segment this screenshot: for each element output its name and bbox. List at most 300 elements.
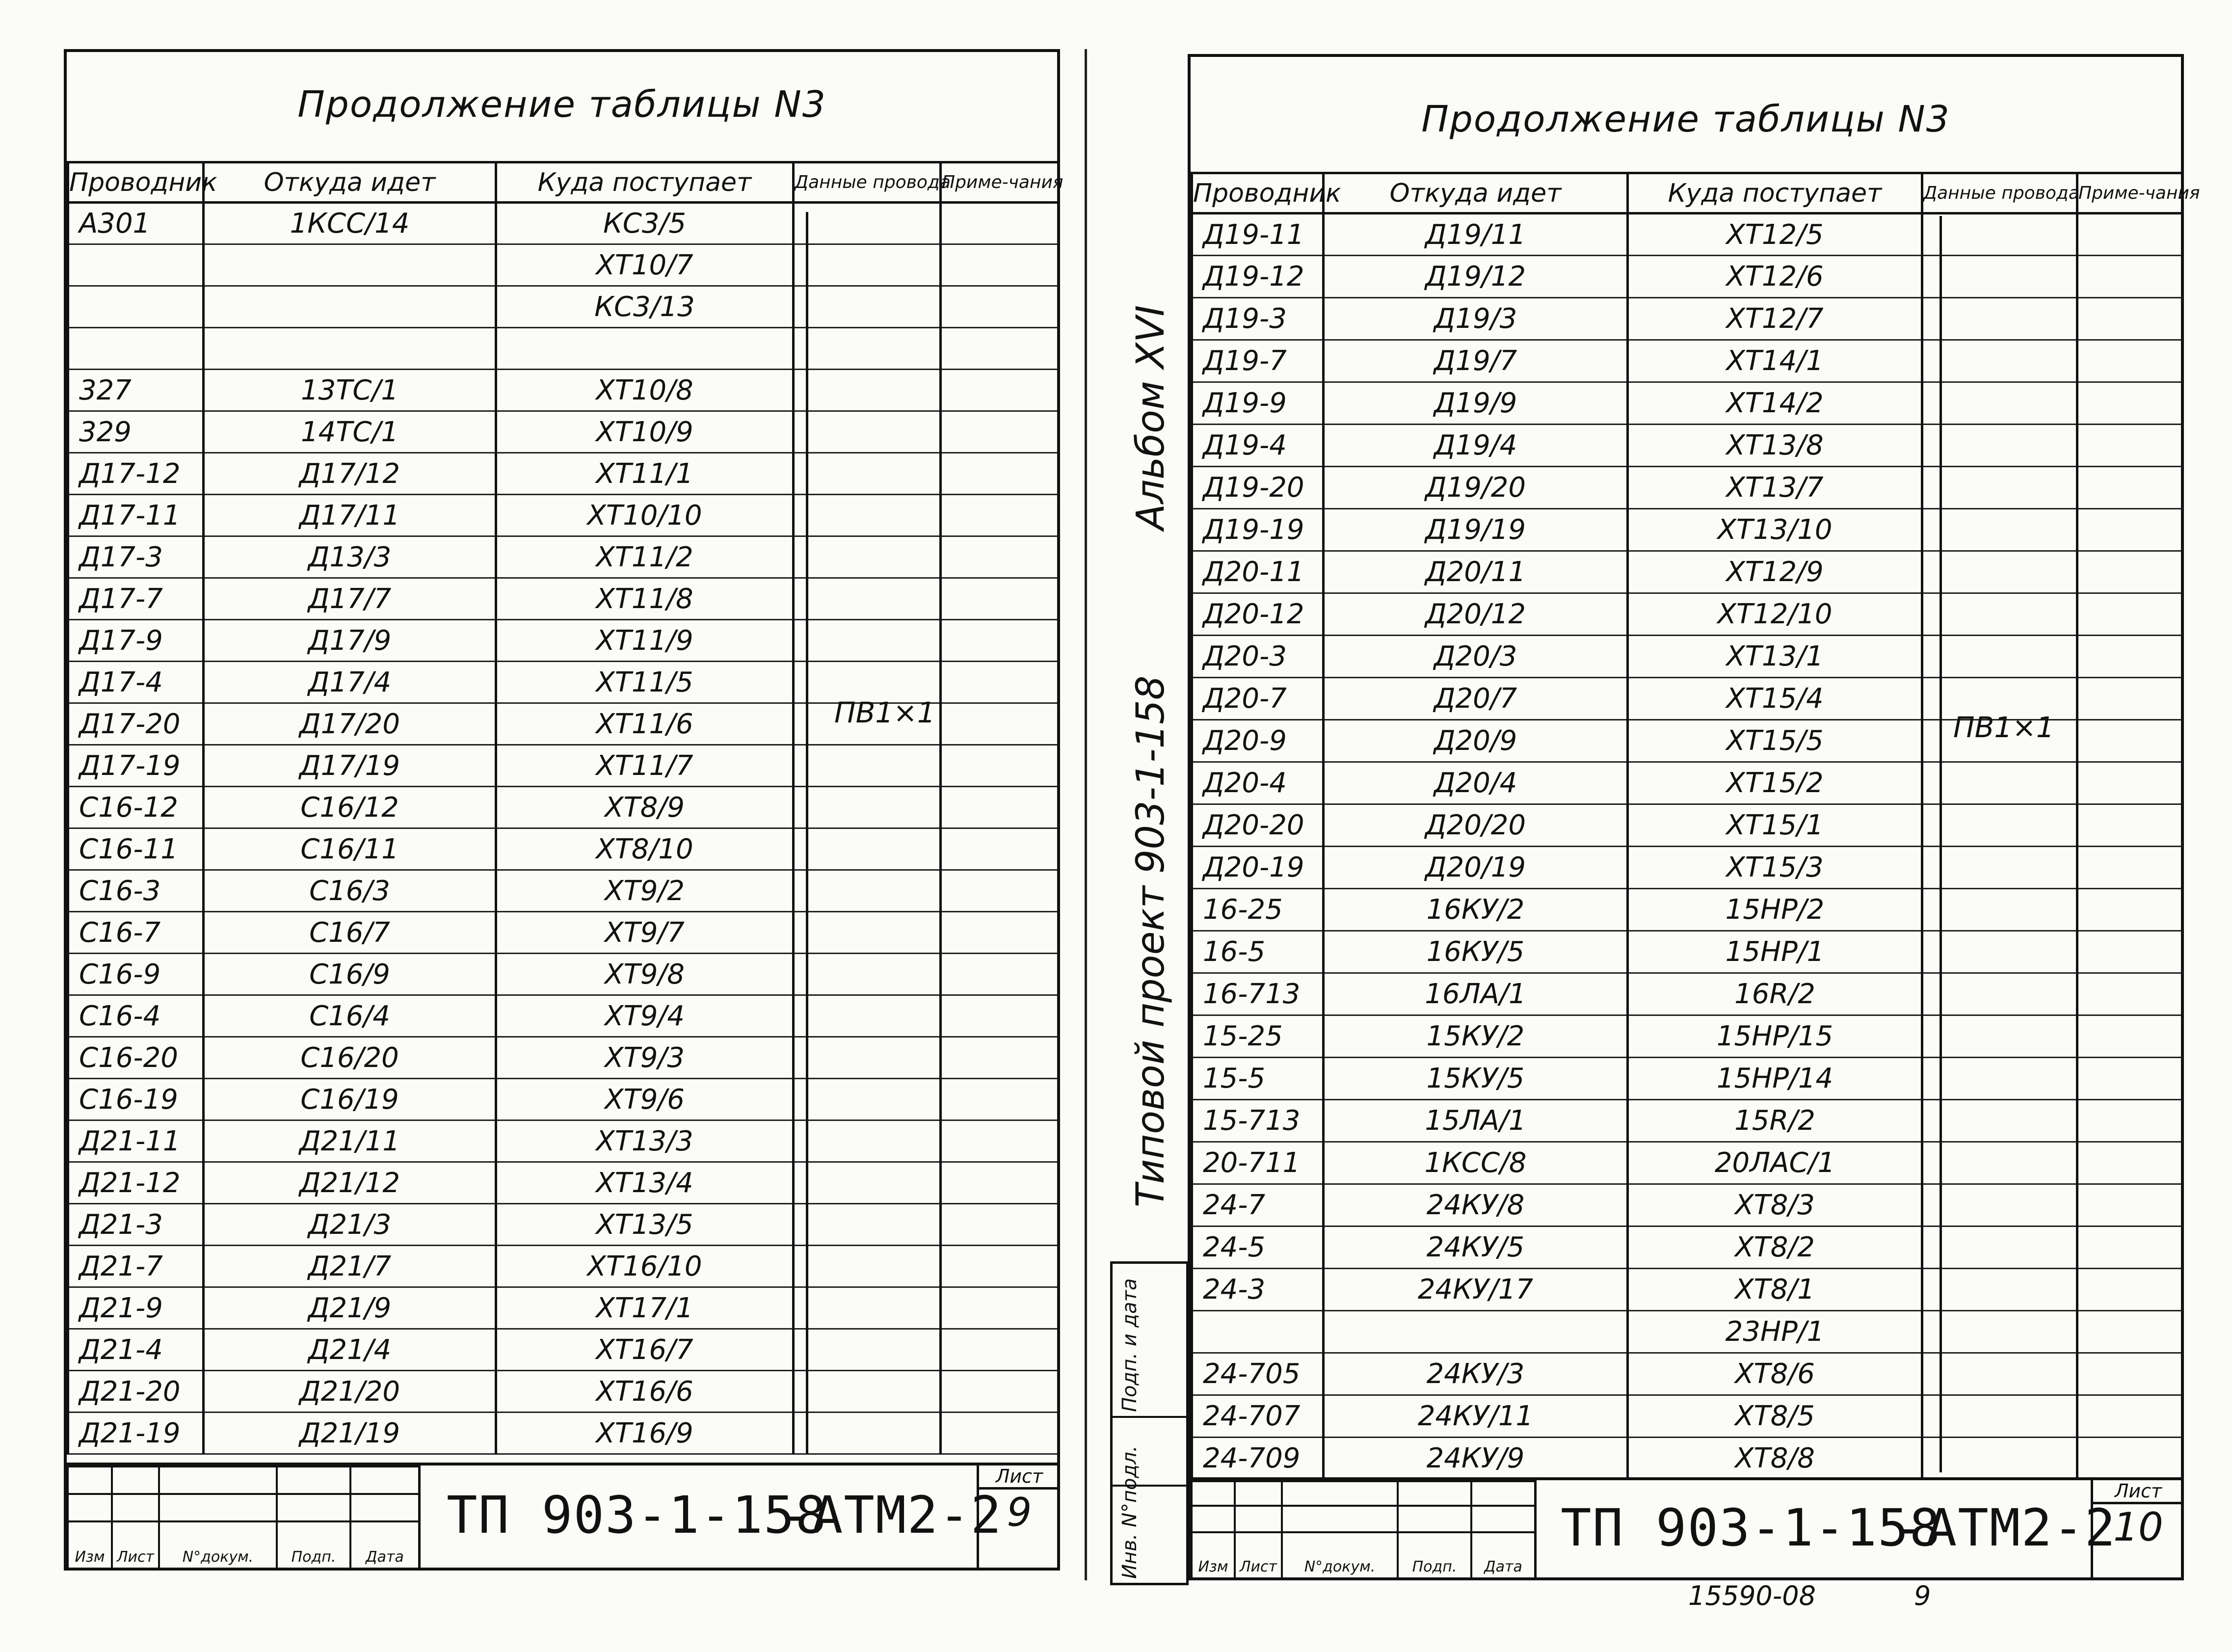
left-wire-data-value: ПВ1×1: [834, 696, 935, 729]
table-row: [68, 1412, 1059, 1454]
cell-wire-data: [1922, 509, 2077, 551]
cell-notes: [941, 912, 1059, 954]
table-row: [1192, 425, 2182, 467]
cell-to: ХТ16/6: [496, 1371, 794, 1412]
cell-notes: [2077, 593, 2182, 636]
table-row: [1192, 1269, 2182, 1311]
cell-conductor: Д21-20: [68, 1371, 204, 1412]
stamp-date: Дата: [350, 1521, 419, 1569]
cell-notes: [941, 787, 1059, 828]
cell-from: Д20/4: [1324, 762, 1628, 804]
cell-from: 24КУ/8: [1324, 1184, 1628, 1226]
cell-to: ХТ10/10: [496, 495, 794, 536]
cell-notes: [941, 286, 1059, 328]
cell-notes: [941, 1329, 1059, 1371]
cell-notes: [2077, 1100, 2182, 1142]
table-row: [1192, 551, 2182, 593]
cell-conductor: Д20-3: [1192, 636, 1324, 678]
cell-conductor: Д17-19: [68, 745, 204, 787]
cell-wire-data: [1922, 931, 2077, 973]
cell-conductor: Д19-3: [1192, 298, 1324, 340]
cell-to: ХТ9/8: [496, 954, 794, 995]
cell-to: ХТ15/5: [1628, 720, 1922, 762]
table-row: [1192, 804, 2182, 847]
cell-from: Д20/11: [1324, 551, 1628, 593]
cell-notes: [2077, 551, 2182, 593]
cell-to: ХТ10/7: [496, 244, 794, 286]
cell-from: 15ЛА/1: [1324, 1100, 1628, 1142]
stamp-date: Дата: [1471, 1532, 1535, 1578]
cell-from: С16/7: [204, 912, 496, 954]
cell-notes: [2077, 804, 2182, 847]
cell-wire-data: [794, 370, 941, 411]
cell-to: ХТ12/6: [1628, 256, 1922, 298]
cell-from: Д19/20: [1324, 467, 1628, 509]
cell-notes: [941, 578, 1059, 620]
cell-conductor: Д21-9: [68, 1287, 204, 1329]
cell-conductor: 16-5: [1192, 931, 1324, 973]
cell-notes: [941, 1162, 1059, 1204]
cell-wire-data: [1922, 1438, 2077, 1480]
cell-to: ХТ8/2: [1628, 1226, 1922, 1269]
cell-wire-data: [794, 954, 941, 995]
cell-notes: [2077, 298, 2182, 340]
cell-notes: [2077, 213, 2182, 256]
cell-from: [204, 328, 496, 370]
cell-to: ХТ13/3: [496, 1120, 794, 1162]
table-row: [68, 745, 1059, 787]
cell-to: ХТ9/2: [496, 870, 794, 912]
table-row: [68, 203, 1059, 244]
right-sheet-number-box: [2091, 1480, 2183, 1580]
table-row: [1192, 382, 2182, 425]
cell-to: ХТ8/9: [496, 787, 794, 828]
header-from: Откуда идет: [204, 162, 496, 203]
right-stamp-grid: [1191, 1480, 1536, 1579]
right-title-block: [1188, 1477, 2184, 1583]
table-row: [68, 912, 1059, 954]
table-row: [68, 1079, 1059, 1120]
cell-from: Д19/4: [1324, 425, 1628, 467]
cell-to: ХТ8/8: [1628, 1438, 1922, 1480]
cell-from: Д20/19: [1324, 847, 1628, 889]
table-row: [68, 370, 1059, 411]
cell-wire-data: [794, 787, 941, 828]
cell-notes: [941, 828, 1059, 870]
cell-from: Д20/7: [1324, 678, 1628, 720]
header-conductor: Проводник: [68, 162, 204, 203]
cell-to: ХТ13/5: [496, 1204, 794, 1246]
stamp-sheet: Лист: [1235, 1532, 1282, 1578]
cell-wire-data: [1922, 425, 2077, 467]
cell-wire-data: [1922, 636, 2077, 678]
cell-wire-data: [1922, 213, 2077, 256]
cell-to: ХТ14/2: [1628, 382, 1922, 425]
cell-from: 14ТС/1: [204, 411, 496, 453]
cell-to: ХТ12/10: [1628, 593, 1922, 636]
side-cell-inventory: Инв. N°подл.: [1118, 1445, 1141, 1579]
cell-from: С16/11: [204, 828, 496, 870]
cell-notes: [2077, 678, 2182, 720]
cell-from: 1КСС/14: [204, 203, 496, 244]
cell-notes: [941, 1371, 1059, 1412]
cell-notes: [941, 536, 1059, 578]
cell-notes: [2077, 720, 2182, 762]
cell-from: Д17/7: [204, 578, 496, 620]
right-sheet-number: 10: [2113, 1504, 2163, 1550]
cell-conductor: Д19-12: [1192, 256, 1324, 298]
cell-wire-data: [1922, 1142, 2077, 1184]
cell-to: [496, 328, 794, 370]
table-row: [1192, 1142, 2182, 1184]
cell-conductor: 24-7: [1192, 1184, 1324, 1226]
cell-notes: [941, 995, 1059, 1037]
table-row: [1192, 1058, 2182, 1100]
header-notes: Приме-чания: [941, 162, 1059, 203]
cell-wire-data: [794, 1329, 941, 1371]
table-row: [1192, 298, 2182, 340]
cell-conductor: С16-4: [68, 995, 204, 1037]
cell-conductor: Д20-19: [1192, 847, 1324, 889]
cell-to: ХТ15/2: [1628, 762, 1922, 804]
left-wire-table: [67, 161, 1063, 1455]
cell-wire-data: [794, 1079, 941, 1120]
table-row: [68, 453, 1059, 495]
side-project-label: Типовой проект 903-1-158: [1129, 675, 1173, 1207]
cell-from: 24КУ/11: [1324, 1395, 1628, 1438]
cell-wire-data: [1922, 593, 2077, 636]
header-wire-data: Данные провода: [794, 162, 941, 203]
cell-from: Д19/19: [1324, 509, 1628, 551]
cell-to: КС3/13: [496, 286, 794, 328]
cell-from: 15КУ/5: [1324, 1058, 1628, 1100]
cell-to: 23НР/1: [1628, 1311, 1922, 1353]
cell-wire-data: [794, 995, 941, 1037]
cell-wire-data: [794, 828, 941, 870]
cell-notes: [941, 495, 1059, 536]
cell-wire-data: [794, 495, 941, 536]
cell-to: ХТ12/9: [1628, 551, 1922, 593]
cell-notes: [941, 620, 1059, 662]
cell-wire-data: [1922, 1311, 2077, 1353]
cell-conductor: Д20-11: [1192, 551, 1324, 593]
cell-conductor: Д17-9: [68, 620, 204, 662]
cell-notes: [2077, 425, 2182, 467]
left-sheet-number-box: [977, 1465, 1060, 1571]
cell-notes: [2077, 1353, 2182, 1395]
cell-wire-data: [794, 286, 941, 328]
cell-notes: [941, 453, 1059, 495]
header-conductor: Проводник: [1192, 173, 1324, 213]
cell-notes: [2077, 931, 2182, 973]
cell-wire-data: [1922, 382, 2077, 425]
cell-notes: [2077, 1269, 2182, 1311]
cell-wire-data: [794, 1037, 941, 1079]
cell-conductor: С16-7: [68, 912, 204, 954]
table-row: [68, 286, 1059, 328]
cell-wire-data: [1922, 298, 2077, 340]
cell-wire-data: [1922, 1226, 2077, 1269]
cell-conductor: Д19-4: [1192, 425, 1324, 467]
cell-from: Д17/4: [204, 662, 496, 703]
table-row: [1192, 1015, 2182, 1058]
cell-conductor: Д20-7: [1192, 678, 1324, 720]
cell-notes: [941, 1079, 1059, 1120]
cell-wire-data: [1922, 467, 2077, 509]
cell-conductor: Д17-7: [68, 578, 204, 620]
table-row: [68, 620, 1059, 662]
cell-notes: [2077, 1015, 2182, 1058]
cell-from: 16ЛА/1: [1324, 973, 1628, 1015]
cell-from: 24КУ/3: [1324, 1353, 1628, 1395]
cell-from: Д19/12: [1324, 256, 1628, 298]
cell-conductor: [68, 244, 204, 286]
cell-to: ХТ11/6: [496, 703, 794, 745]
header-notes: Приме-чания: [2077, 173, 2182, 213]
cell-conductor: 24-709: [1192, 1438, 1324, 1480]
cell-conductor: Д21-4: [68, 1329, 204, 1371]
cell-notes: [941, 870, 1059, 912]
table-row: [68, 1329, 1059, 1371]
left-sheet-number: 9: [1007, 1490, 1032, 1535]
cell-notes: [2077, 762, 2182, 804]
cell-notes: [941, 411, 1059, 453]
table-row: [68, 1287, 1059, 1329]
cell-from: [204, 244, 496, 286]
stamp-doc-number: N°докум.: [1282, 1532, 1398, 1578]
cell-to: 15НР/14: [1628, 1058, 1922, 1100]
cell-to: ХТ13/7: [1628, 467, 1922, 509]
cell-notes: [2077, 256, 2182, 298]
cell-conductor: А301: [68, 203, 204, 244]
cell-to: ХТ16/9: [496, 1412, 794, 1454]
cell-notes: [2077, 509, 2182, 551]
stamp-signature: Подп.: [1398, 1532, 1471, 1578]
cell-from: С16/19: [204, 1079, 496, 1120]
cell-wire-data: [1922, 889, 2077, 931]
cell-from: Д21/19: [204, 1412, 496, 1454]
cell-conductor: Д20-4: [1192, 762, 1324, 804]
cell-conductor: Д21-12: [68, 1162, 204, 1204]
left-doc-suffix: -АТМ2-2: [780, 1485, 1003, 1545]
cell-notes: [2077, 847, 2182, 889]
cell-to: ХТ11/8: [496, 578, 794, 620]
cell-conductor: Д17-20: [68, 703, 204, 745]
table-row: [68, 244, 1059, 286]
cell-wire-data: [1922, 1395, 2077, 1438]
cell-from: Д21/3: [204, 1204, 496, 1246]
side-cell-signature-date: Подп. и дата: [1113, 1264, 1186, 1418]
cell-notes: [2077, 1395, 2182, 1438]
table-row: [68, 787, 1059, 828]
cell-wire-data: [794, 1412, 941, 1454]
table-row: [1192, 256, 2182, 298]
cell-wire-data: [794, 1287, 941, 1329]
cell-wire-data: [794, 1162, 941, 1204]
cell-to: ХТ8/1: [1628, 1269, 1922, 1311]
cell-from: Д13/3: [204, 536, 496, 578]
cell-conductor: Д17-12: [68, 453, 204, 495]
cell-notes: [2077, 1311, 2182, 1353]
cell-conductor: 24-705: [1192, 1353, 1324, 1395]
cell-from: 24КУ/17: [1324, 1269, 1628, 1311]
cell-from: Д17/9: [204, 620, 496, 662]
cell-conductor: 329: [68, 411, 204, 453]
cell-to: ХТ8/3: [1628, 1184, 1922, 1226]
cell-conductor: [68, 286, 204, 328]
cell-conductor: Д21-3: [68, 1204, 204, 1246]
cell-from: С16/12: [204, 787, 496, 828]
cell-wire-data: [1922, 340, 2077, 382]
cell-to: 15НР/2: [1628, 889, 1922, 931]
table-row: [68, 578, 1059, 620]
table-row: [68, 536, 1059, 578]
right-wire-data-brace: [1940, 216, 1942, 1472]
table-row: [1192, 1226, 2182, 1269]
table-row: [68, 1246, 1059, 1287]
table-row: [1192, 847, 2182, 889]
cell-notes: [941, 328, 1059, 370]
table-row: [68, 1204, 1059, 1246]
table-row: [1192, 213, 2182, 256]
cell-from: Д20/3: [1324, 636, 1628, 678]
cell-from: 24КУ/9: [1324, 1438, 1628, 1480]
cell-conductor: Д17-11: [68, 495, 204, 536]
cell-conductor: Д20-20: [1192, 804, 1324, 847]
cell-from: [204, 286, 496, 328]
table-row: [1192, 1438, 2182, 1480]
cell-wire-data: [794, 244, 941, 286]
table-row: [68, 328, 1059, 370]
cell-notes: [941, 745, 1059, 787]
table-row: [1192, 889, 2182, 931]
stamp-signature: Подп.: [277, 1521, 350, 1569]
cell-notes: [2077, 1058, 2182, 1100]
table-row: [1192, 973, 2182, 1015]
side-stamp-box: [1110, 1261, 1189, 1585]
cell-conductor: Д17-3: [68, 536, 204, 578]
archive-page: 9: [1914, 1580, 1931, 1611]
cell-to: ХТ11/5: [496, 662, 794, 703]
cell-conductor: 24-5: [1192, 1226, 1324, 1269]
stamp-sheet: Лист: [112, 1521, 159, 1569]
cell-conductor: 15-713: [1192, 1100, 1324, 1142]
cell-from: Д19/3: [1324, 298, 1628, 340]
cell-from: Д19/9: [1324, 382, 1628, 425]
table-row: [1192, 509, 2182, 551]
cell-notes: [941, 1204, 1059, 1246]
cell-from: 24КУ/5: [1324, 1226, 1628, 1269]
cell-conductor: С16-12: [68, 787, 204, 828]
cell-from: Д17/20: [204, 703, 496, 745]
right-sheet-label: Лист: [2093, 1480, 2183, 1504]
cell-from: Д21/20: [204, 1371, 496, 1412]
cell-notes: [941, 203, 1059, 244]
table-row: [1192, 1311, 2182, 1353]
cell-from: 16КУ/2: [1324, 889, 1628, 931]
cell-wire-data: [1922, 1058, 2077, 1100]
cell-to: ХТ11/7: [496, 745, 794, 787]
cell-wire-data: [794, 912, 941, 954]
cell-conductor: С16-11: [68, 828, 204, 870]
cell-notes: [941, 1287, 1059, 1329]
cell-wire-data: [794, 745, 941, 787]
side-album-label: Альбом XVI: [1129, 305, 1173, 530]
cell-wire-data: [794, 536, 941, 578]
cell-from: Д21/11: [204, 1120, 496, 1162]
cell-to: ХТ15/1: [1628, 804, 1922, 847]
cell-wire-data: [1922, 1353, 2077, 1395]
cell-conductor: Д20-12: [1192, 593, 1324, 636]
table-row: [68, 828, 1059, 870]
left-wire-data-brace: [806, 212, 808, 1454]
cell-from: Д19/11: [1324, 213, 1628, 256]
cell-to: 15НР/1: [1628, 931, 1922, 973]
cell-notes: [941, 1246, 1059, 1287]
cell-from: Д21/9: [204, 1287, 496, 1329]
cell-conductor: Д19-20: [1192, 467, 1324, 509]
cell-from: Д20/12: [1324, 593, 1628, 636]
cell-conductor: Д21-19: [68, 1412, 204, 1454]
cell-to: ХТ11/9: [496, 620, 794, 662]
cell-from: [1324, 1311, 1628, 1353]
cell-from: С16/4: [204, 995, 496, 1037]
cell-from: Д21/4: [204, 1329, 496, 1371]
cell-to: ХТ12/7: [1628, 298, 1922, 340]
cell-to: ХТ9/3: [496, 1037, 794, 1079]
cell-conductor: [68, 328, 204, 370]
table-row: [68, 1162, 1059, 1204]
cell-wire-data: [794, 1371, 941, 1412]
cell-to: ХТ8/6: [1628, 1353, 1922, 1395]
cell-conductor: 24-707: [1192, 1395, 1324, 1438]
cell-to: ХТ10/8: [496, 370, 794, 411]
sheet-divider-line: [1085, 49, 1087, 1580]
cell-wire-data: [794, 1204, 941, 1246]
cell-conductor: 16-25: [1192, 889, 1324, 931]
cell-conductor: Д19-7: [1192, 340, 1324, 382]
cell-notes: [941, 1412, 1059, 1454]
cell-from: Д17/11: [204, 495, 496, 536]
cell-from: 16КУ/5: [1324, 931, 1628, 973]
cell-from: 1КСС/8: [1324, 1142, 1628, 1184]
cell-to: ХТ13/10: [1628, 509, 1922, 551]
table-row: [1192, 1100, 2182, 1142]
table-row: [1192, 1353, 2182, 1395]
cell-wire-data: [794, 1120, 941, 1162]
cell-notes: [2077, 467, 2182, 509]
header-wire-data: Данные провода: [1922, 173, 2077, 213]
cell-conductor: 16-713: [1192, 973, 1324, 1015]
right-wire-table: [1191, 172, 2200, 1480]
table-row: [1192, 931, 2182, 973]
cell-notes: [2077, 1226, 2182, 1269]
cell-notes: [941, 1120, 1059, 1162]
right-doc-suffix: -АТМ2-2: [1894, 1498, 2117, 1558]
cell-wire-data: [794, 328, 941, 370]
cell-to: ХТ11/2: [496, 536, 794, 578]
cell-notes: [2077, 636, 2182, 678]
cell-conductor: С16-9: [68, 954, 204, 995]
cell-wire-data: [1922, 847, 2077, 889]
cell-wire-data: [794, 870, 941, 912]
cell-wire-data: [1922, 551, 2077, 593]
cell-to: ХТ8/5: [1628, 1395, 1922, 1438]
cell-to: КС3/5: [496, 203, 794, 244]
cell-to: ХТ14/1: [1628, 340, 1922, 382]
cell-to: ХТ9/4: [496, 995, 794, 1037]
cell-to: 15НР/15: [1628, 1015, 1922, 1058]
